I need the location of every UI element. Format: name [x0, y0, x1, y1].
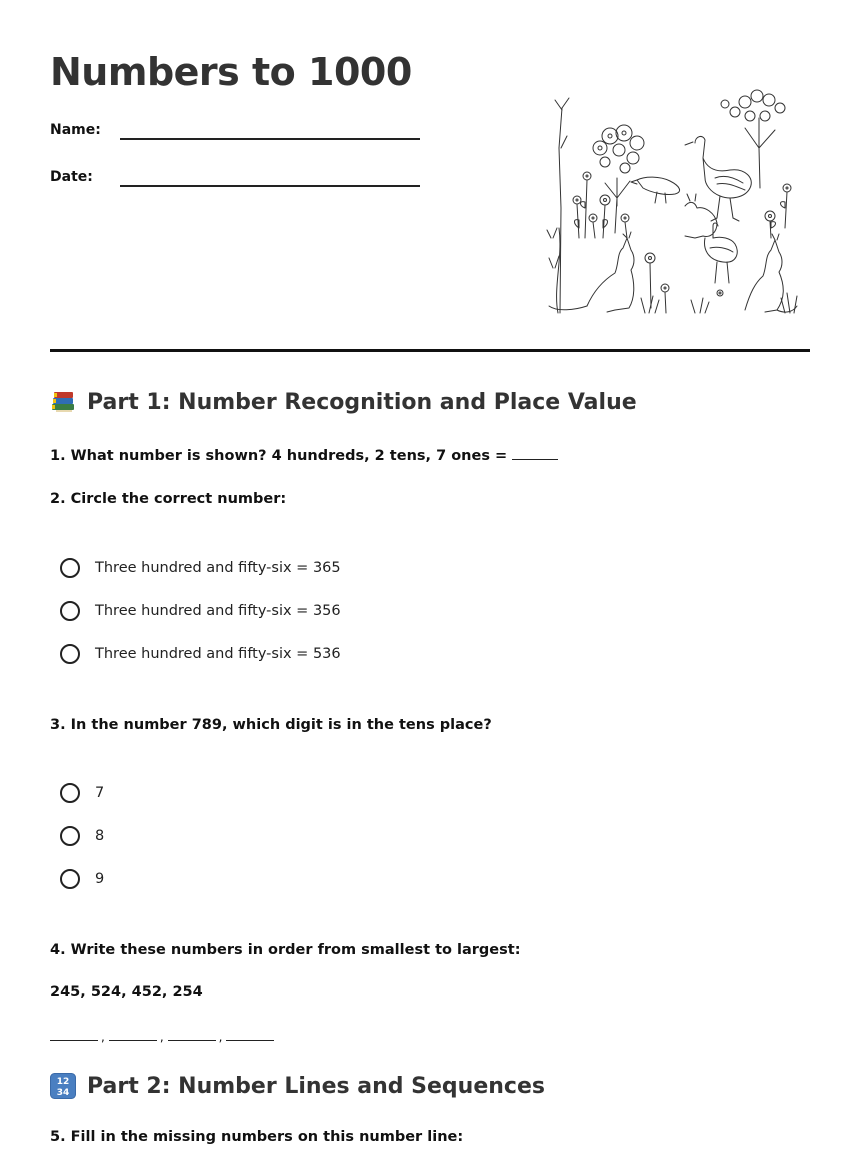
- page-title: Numbers to 1000: [50, 50, 412, 94]
- option-label: 8: [95, 828, 105, 844]
- answer-blank[interactable]: [50, 1029, 98, 1041]
- australian-wildlife-illustration: [545, 88, 800, 320]
- answer-blank[interactable]: [109, 1029, 157, 1041]
- question-3-option[interactable]: [60, 823, 104, 849]
- option-label: 9: [95, 871, 105, 887]
- question-2-option[interactable]: [60, 598, 341, 624]
- name-input-line[interactable]: [120, 138, 420, 140]
- books-icon: [50, 389, 76, 415]
- svg-text:12: 12: [56, 1077, 70, 1087]
- section-divider: [50, 349, 810, 352]
- question-4-answer-blanks: , , ,: [50, 1029, 274, 1044]
- question-4-numbers: 245, 524, 452, 254: [50, 984, 203, 1000]
- question-3-option[interactable]: [60, 780, 104, 806]
- question-1: [50, 445, 558, 464]
- part1-heading-text: Part 1: Number Recognition and Place Value: [87, 389, 637, 415]
- answer-blank[interactable]: [168, 1029, 216, 1041]
- question-2: 2. Circle the correct number:: [50, 491, 287, 507]
- date-input-line[interactable]: [120, 185, 420, 187]
- radio-button[interactable]: [60, 783, 80, 803]
- part1-heading: [50, 389, 637, 415]
- option-label: Three hundred and fifty-six = 536: [95, 646, 341, 662]
- svg-text:34: 34: [56, 1088, 70, 1098]
- name-label: Name:: [50, 122, 101, 138]
- part2-heading: [50, 1073, 545, 1099]
- option-label: Three hundred and fifty-six = 356: [95, 603, 341, 619]
- radio-button[interactable]: [60, 558, 80, 578]
- question-3-option[interactable]: [60, 866, 104, 892]
- radio-button[interactable]: [60, 869, 80, 889]
- answer-blank[interactable]: [226, 1029, 274, 1041]
- numbers-keycap-icon: [50, 1073, 76, 1099]
- question-1-answer-blank[interactable]: [512, 445, 558, 460]
- part2-heading-text: Part 2: Number Lines and Sequences: [87, 1073, 545, 1099]
- option-label: Three hundred and fifty-six = 365: [95, 560, 341, 576]
- question-5: 5. Fill in the missing numbers on this number line:: [50, 1129, 464, 1145]
- name-field: [50, 120, 430, 144]
- radio-button[interactable]: [60, 826, 80, 846]
- date-label: Date:: [50, 169, 93, 185]
- option-label: 7: [95, 785, 105, 801]
- date-field: [50, 167, 430, 191]
- radio-button[interactable]: [60, 601, 80, 621]
- question-3: 3. In the number 789, which digit is in the tens place?: [50, 717, 492, 733]
- question-4: 4. Write these numbers in order from smallest to largest:: [50, 942, 521, 958]
- radio-button[interactable]: [60, 644, 80, 664]
- question-1-text: 1. What number is shown? 4 hundreds, 2 tens, 7 ones =: [50, 448, 513, 464]
- question-2-option[interactable]: [60, 641, 341, 667]
- question-2-option[interactable]: [60, 555, 341, 581]
